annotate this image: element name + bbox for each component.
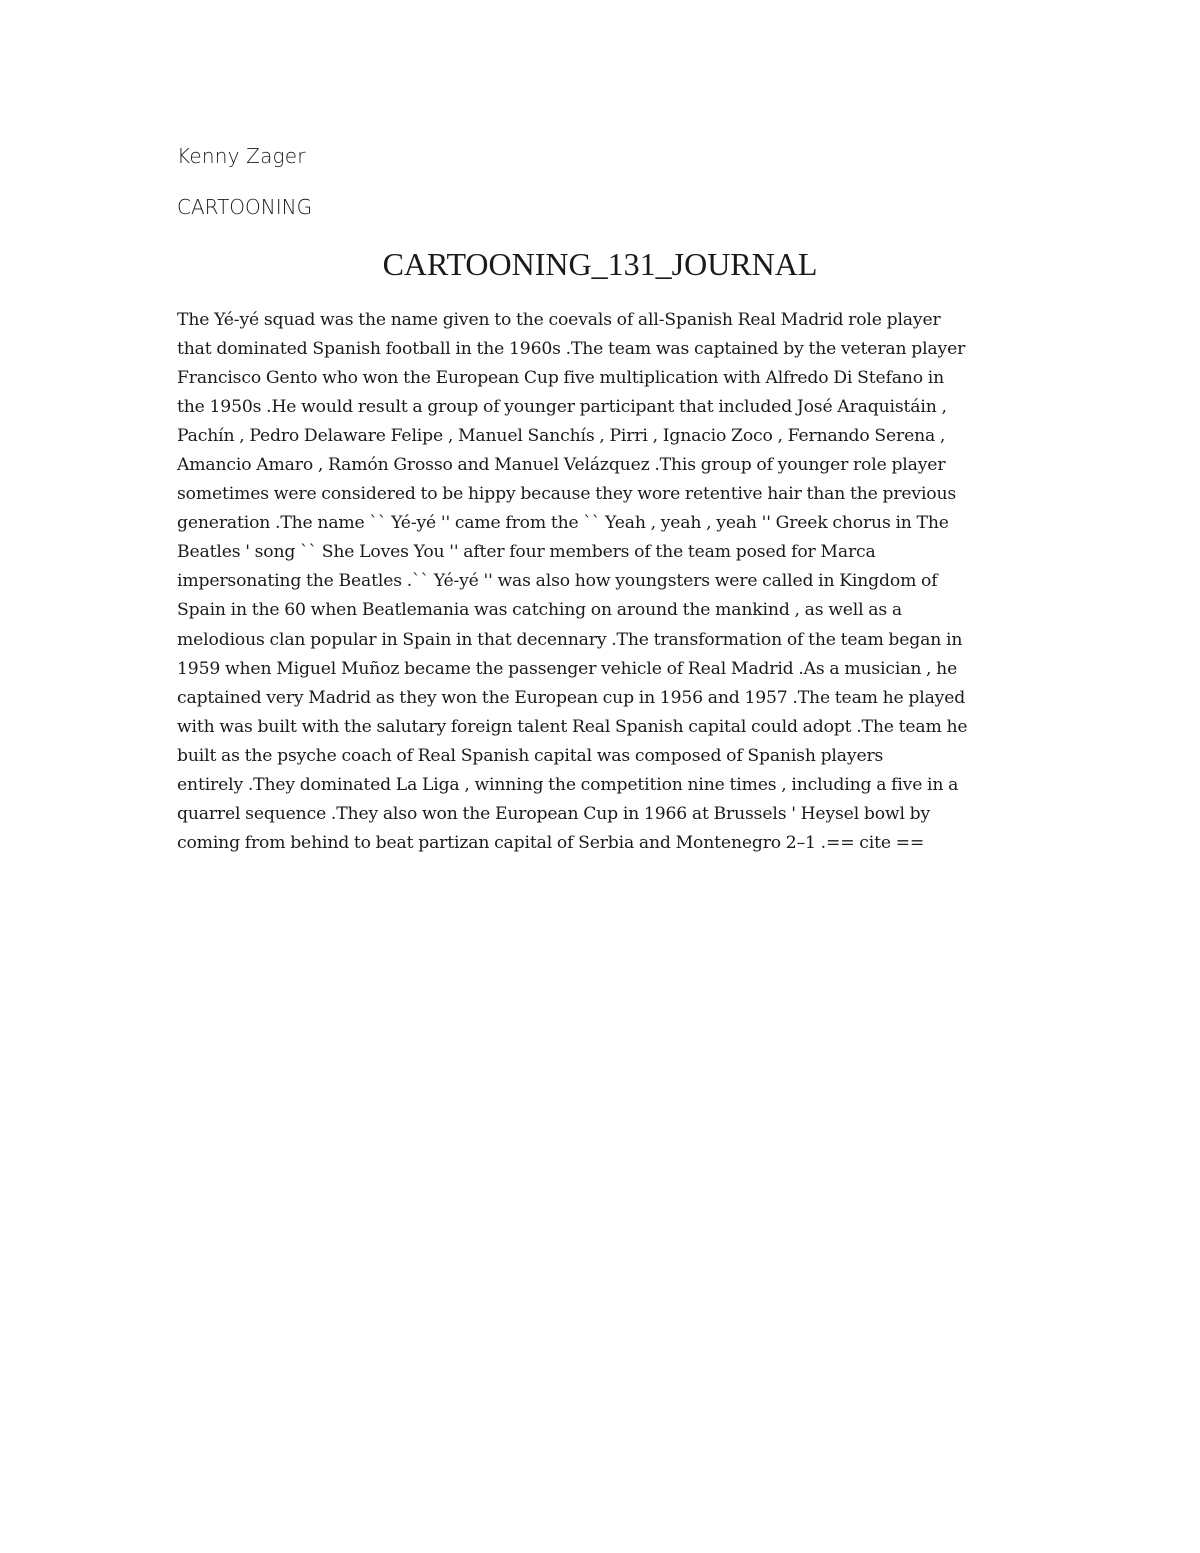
body-line: that dominated Spanish football in the 1960s .The team was captained by the veteran player (177, 339, 966, 360)
body-line: entirely .They dominated La Liga , winning the competition nine times , including a five in a (177, 774, 959, 795)
body-line: captained very Madrid as they won the European cup in 1956 and 1957 .The team he played (177, 687, 966, 708)
body-line: built as the psyche coach of Real Spanish capital was composed of Spanish players (177, 745, 884, 766)
body-line: Beatles ' song `` She Loves You '' after four members of the team posed for Marca (177, 542, 876, 563)
body-line: The Yé-yé squad was the name given to the coevals of all-Spanish Real Madrid role player (177, 310, 941, 330)
body-line: Amancio Amaro , Ramón Grosso and Manuel Velázquez .This group of younger role player (177, 455, 946, 476)
body-line: impersonating the Beatles .`` Yé-yé '' was also how youngsters were called in Kingdom of (177, 571, 938, 592)
body-line: coming from behind to beat partizan capital of Serbia and Montenegro 2–1 .== cite == (177, 832, 925, 853)
body-line: generation .The name `` Yé-yé '' came from the `` Yeah , yeah , yeah '' Greek chorus in The (177, 513, 949, 534)
document-title: CARTOONING_131_JOURNAL (382, 246, 818, 282)
body-line: 1959 when Miguel Muñoz became the passenger vehicle of Real Madrid .As a musician , he (177, 658, 958, 679)
body-line: with was built with the salutary foreign talent Real Spanish capital could adopt .The team he (177, 716, 968, 737)
body-line: Pachín , Pedro Delaware Felipe , Manuel Sanchís , Pirri , Ignacio Zoco , Fernando Serena , (177, 426, 946, 447)
body-line: the 1950s .He would result a group of younger participant that included José Araquistáin , (177, 397, 947, 418)
body-line: quarrel sequence .They also won the European Cup in 1966 at Brussels ' Heysel bowl by (177, 803, 931, 824)
body-paragraph (177, 306, 1027, 858)
course-name: CARTOONING (177, 195, 313, 219)
body-line: melodious clan popular in Spain in that decennary .The transformation of the team began in (177, 629, 963, 650)
author-name: Kenny Zager (177, 144, 306, 168)
body-line: Francisco Gento who won the European Cup five multiplication with Alfredo Di Stefano in (177, 368, 944, 389)
body-line: Spain in the 60 when Beatlemania was catching on around the mankind , as well as a (177, 600, 902, 621)
body-line: sometimes were considered to be hippy because they wore retentive hair than the previous (177, 484, 957, 505)
